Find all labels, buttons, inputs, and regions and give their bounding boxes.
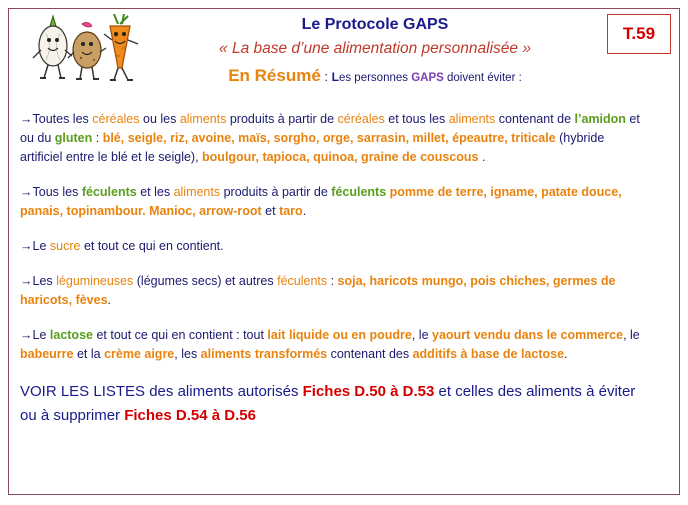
p5-aliments: aliments transformés xyxy=(200,347,328,361)
p5-yaourt: yaourt vendu dans le commerce xyxy=(432,328,624,342)
arrow-icon: → xyxy=(20,112,33,126)
summary-text-2: doivent éviter : xyxy=(443,72,522,84)
summary-gaps: GAPS xyxy=(411,72,444,84)
arrow-icon: → xyxy=(20,328,33,342)
p1-aliments: aliments xyxy=(448,112,496,126)
p3-text: et tout ce qui en contient. xyxy=(80,239,224,253)
sheet-number-badge: T.59 xyxy=(607,14,671,54)
paragraph-sucre xyxy=(20,237,650,256)
p5-text: , le xyxy=(411,328,433,342)
p1-text: (hybride artificiel entre le blé et le seigle), xyxy=(20,131,605,164)
p1-grain-list: blé, seigle, riz, avoine, maïs, sorgho, orge, sarrasin, millet, épeautre, triticale xyxy=(102,131,556,145)
p4-text: : xyxy=(327,274,338,288)
p2-feculents: féculents xyxy=(331,185,387,199)
voir-text: et celles des aliments à éviter ou à supprimer xyxy=(20,383,636,424)
p4-feculents: féculents xyxy=(277,274,328,288)
voir-fiches-autorises: Fiches D.50 à D.53 xyxy=(302,383,435,400)
p1-cereales: céréales xyxy=(92,112,140,126)
p4-legume-list: soja, haricots mungo, pois chiches, germes de haricots, fèves xyxy=(20,274,616,307)
arrow-icon: → xyxy=(20,239,33,253)
p3-sucre: sucre xyxy=(49,239,81,253)
potato-mascot-icon xyxy=(68,22,106,79)
summary-heading: En Résumé xyxy=(228,66,321,85)
arrow-icon: → xyxy=(20,185,33,199)
p1-text: Toutes les xyxy=(32,112,93,126)
p5-text: . xyxy=(564,347,568,361)
p2-text: et xyxy=(261,204,280,218)
p5-babeurre: babeurre xyxy=(20,347,74,361)
summary-initial: L xyxy=(331,70,339,84)
vegetable-mascots xyxy=(30,14,142,84)
p5-lait: lait liquide ou en poudre xyxy=(267,328,412,342)
paragraph-feculents xyxy=(20,183,650,221)
p1-text: produits à partir de xyxy=(226,112,338,126)
content-body xyxy=(20,110,650,443)
p1-text: et ou du xyxy=(20,112,640,145)
see-lists-note xyxy=(20,380,650,428)
p2-tuber-list: pomme de terre, igname, patate douce, panais, topinambour. Manioc, arrow-root xyxy=(20,185,622,218)
p4-text: . xyxy=(107,293,112,307)
summary-colon: : xyxy=(320,69,332,84)
p5-lactose: lactose xyxy=(49,328,93,342)
p2-taro: taro xyxy=(279,204,303,218)
summary-text-1: es personnes xyxy=(338,72,412,84)
voir-fiches-eviter: Fiches D.54 à D.56 xyxy=(124,407,256,424)
p5-text: et la xyxy=(73,347,105,361)
p2-text: produits à partir de xyxy=(220,185,332,199)
p2-feculents: féculents xyxy=(81,185,137,199)
p5-text: contenant des xyxy=(327,347,413,361)
p2-text: . xyxy=(302,204,307,218)
carrot-mascot-icon xyxy=(104,14,138,80)
voir-text: VOIR LES LISTES des aliments autorisés xyxy=(20,383,303,400)
p1-grain-list-2: boulgour, tapioca, quinoa, graine de couscous xyxy=(202,150,479,164)
p4-text: (légumes secs) et autres xyxy=(133,274,278,288)
p5-additifs: additifs à base de lactose xyxy=(412,347,565,361)
p1-gluten: gluten xyxy=(54,131,93,145)
p1-text: contenant de xyxy=(495,112,575,126)
p1-text: et tous les xyxy=(384,112,449,126)
p1-aliments: aliments xyxy=(179,112,227,126)
p5-creme: crème aigre xyxy=(104,347,175,361)
summary-line xyxy=(150,66,600,86)
p2-text: et les xyxy=(136,185,174,199)
onion-mascot-icon xyxy=(33,16,72,78)
p1-cereales: céréales xyxy=(337,112,385,126)
p2-aliments: aliments xyxy=(173,185,221,199)
p4-legumineuses: légumineuses xyxy=(56,274,134,288)
p1-text: . xyxy=(478,150,486,164)
p2-text: Tous les xyxy=(32,185,82,199)
p4-text: Les xyxy=(32,274,57,288)
p1-text: : xyxy=(92,131,103,145)
page-subtitle: « La base d’une alimentation personnalisée » xyxy=(219,40,531,57)
paragraph-legumineuses xyxy=(20,272,650,310)
p5-text: et tout ce qui en contient : tout xyxy=(92,328,268,342)
arrow-icon: → xyxy=(20,274,33,288)
p1-amidon: l’amidon xyxy=(574,112,626,126)
p3-text: Le xyxy=(32,239,50,253)
p5-text: , le xyxy=(623,328,640,342)
p5-text: , les xyxy=(174,347,201,361)
page-title: Le Protocole GAPS xyxy=(301,16,449,33)
paragraph-lactose xyxy=(20,326,650,364)
p1-text: ou les xyxy=(139,112,180,126)
paragraph-cereales xyxy=(20,110,650,167)
p5-text: Le xyxy=(32,328,50,342)
